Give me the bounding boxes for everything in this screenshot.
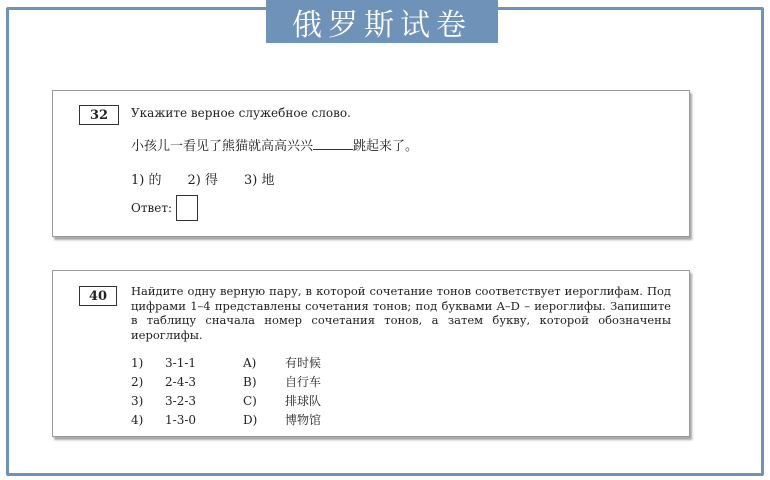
option-3: 3) 地 (243, 173, 275, 188)
row-letter: C) (243, 393, 257, 408)
answer-row (131, 195, 198, 221)
hieroglyphs: 博物馆 (285, 413, 322, 427)
option-1: 1) 的 (131, 173, 162, 188)
question-instruction: Укажите верное служебное слово. (131, 106, 351, 120)
sentence-after: 跳起来了。 (353, 139, 419, 154)
tone-combination: 1-3-0 (165, 412, 197, 427)
answer-options (131, 169, 274, 188)
row-number: 2) (131, 374, 144, 389)
question-sentence (131, 135, 418, 154)
table-row (131, 391, 375, 410)
row-number: 3) (131, 393, 144, 408)
hieroglyphs: 有时候 (285, 356, 322, 370)
table-row (131, 372, 375, 391)
tone-table (131, 353, 375, 429)
table-row (131, 353, 375, 372)
row-number: 4) (131, 412, 144, 427)
row-letter: D) (243, 412, 258, 427)
tone-combination: 3-1-1 (165, 355, 197, 370)
sentence-before: 小孩儿一看见了熊猫就高高兴兴 (131, 139, 314, 154)
question-number: 32 (79, 105, 119, 125)
question-32-card (52, 90, 690, 237)
answer-label: Ответ: (131, 201, 173, 215)
tone-combination: 3-2-3 (165, 393, 197, 408)
banner-title: 俄罗斯试卷 (266, 0, 498, 43)
row-letter: B) (243, 374, 257, 389)
hieroglyphs: 自行车 (285, 375, 322, 389)
table-row (131, 410, 375, 429)
answer-box[interactable] (176, 195, 198, 221)
question-40-card (52, 270, 690, 437)
blank-line (313, 137, 353, 150)
hieroglyphs: 排球队 (285, 394, 322, 408)
row-number: 1) (131, 355, 144, 370)
row-letter: A) (243, 355, 257, 370)
question-number: 40 (79, 286, 117, 306)
question-instruction: Найдите одну верную пару, в которой сочетание тонов соответствует иероглифам. Под цифрами 1–4 представлены сочетания тонов; под буквами A–D – иероглифы. Запишите в таблицу сначала номер сочетания тонов, а затем букву, которой обозначены иероглифы. (131, 284, 671, 342)
tone-combination: 2-4-3 (165, 374, 197, 389)
option-2: 2) 得 (187, 173, 218, 188)
